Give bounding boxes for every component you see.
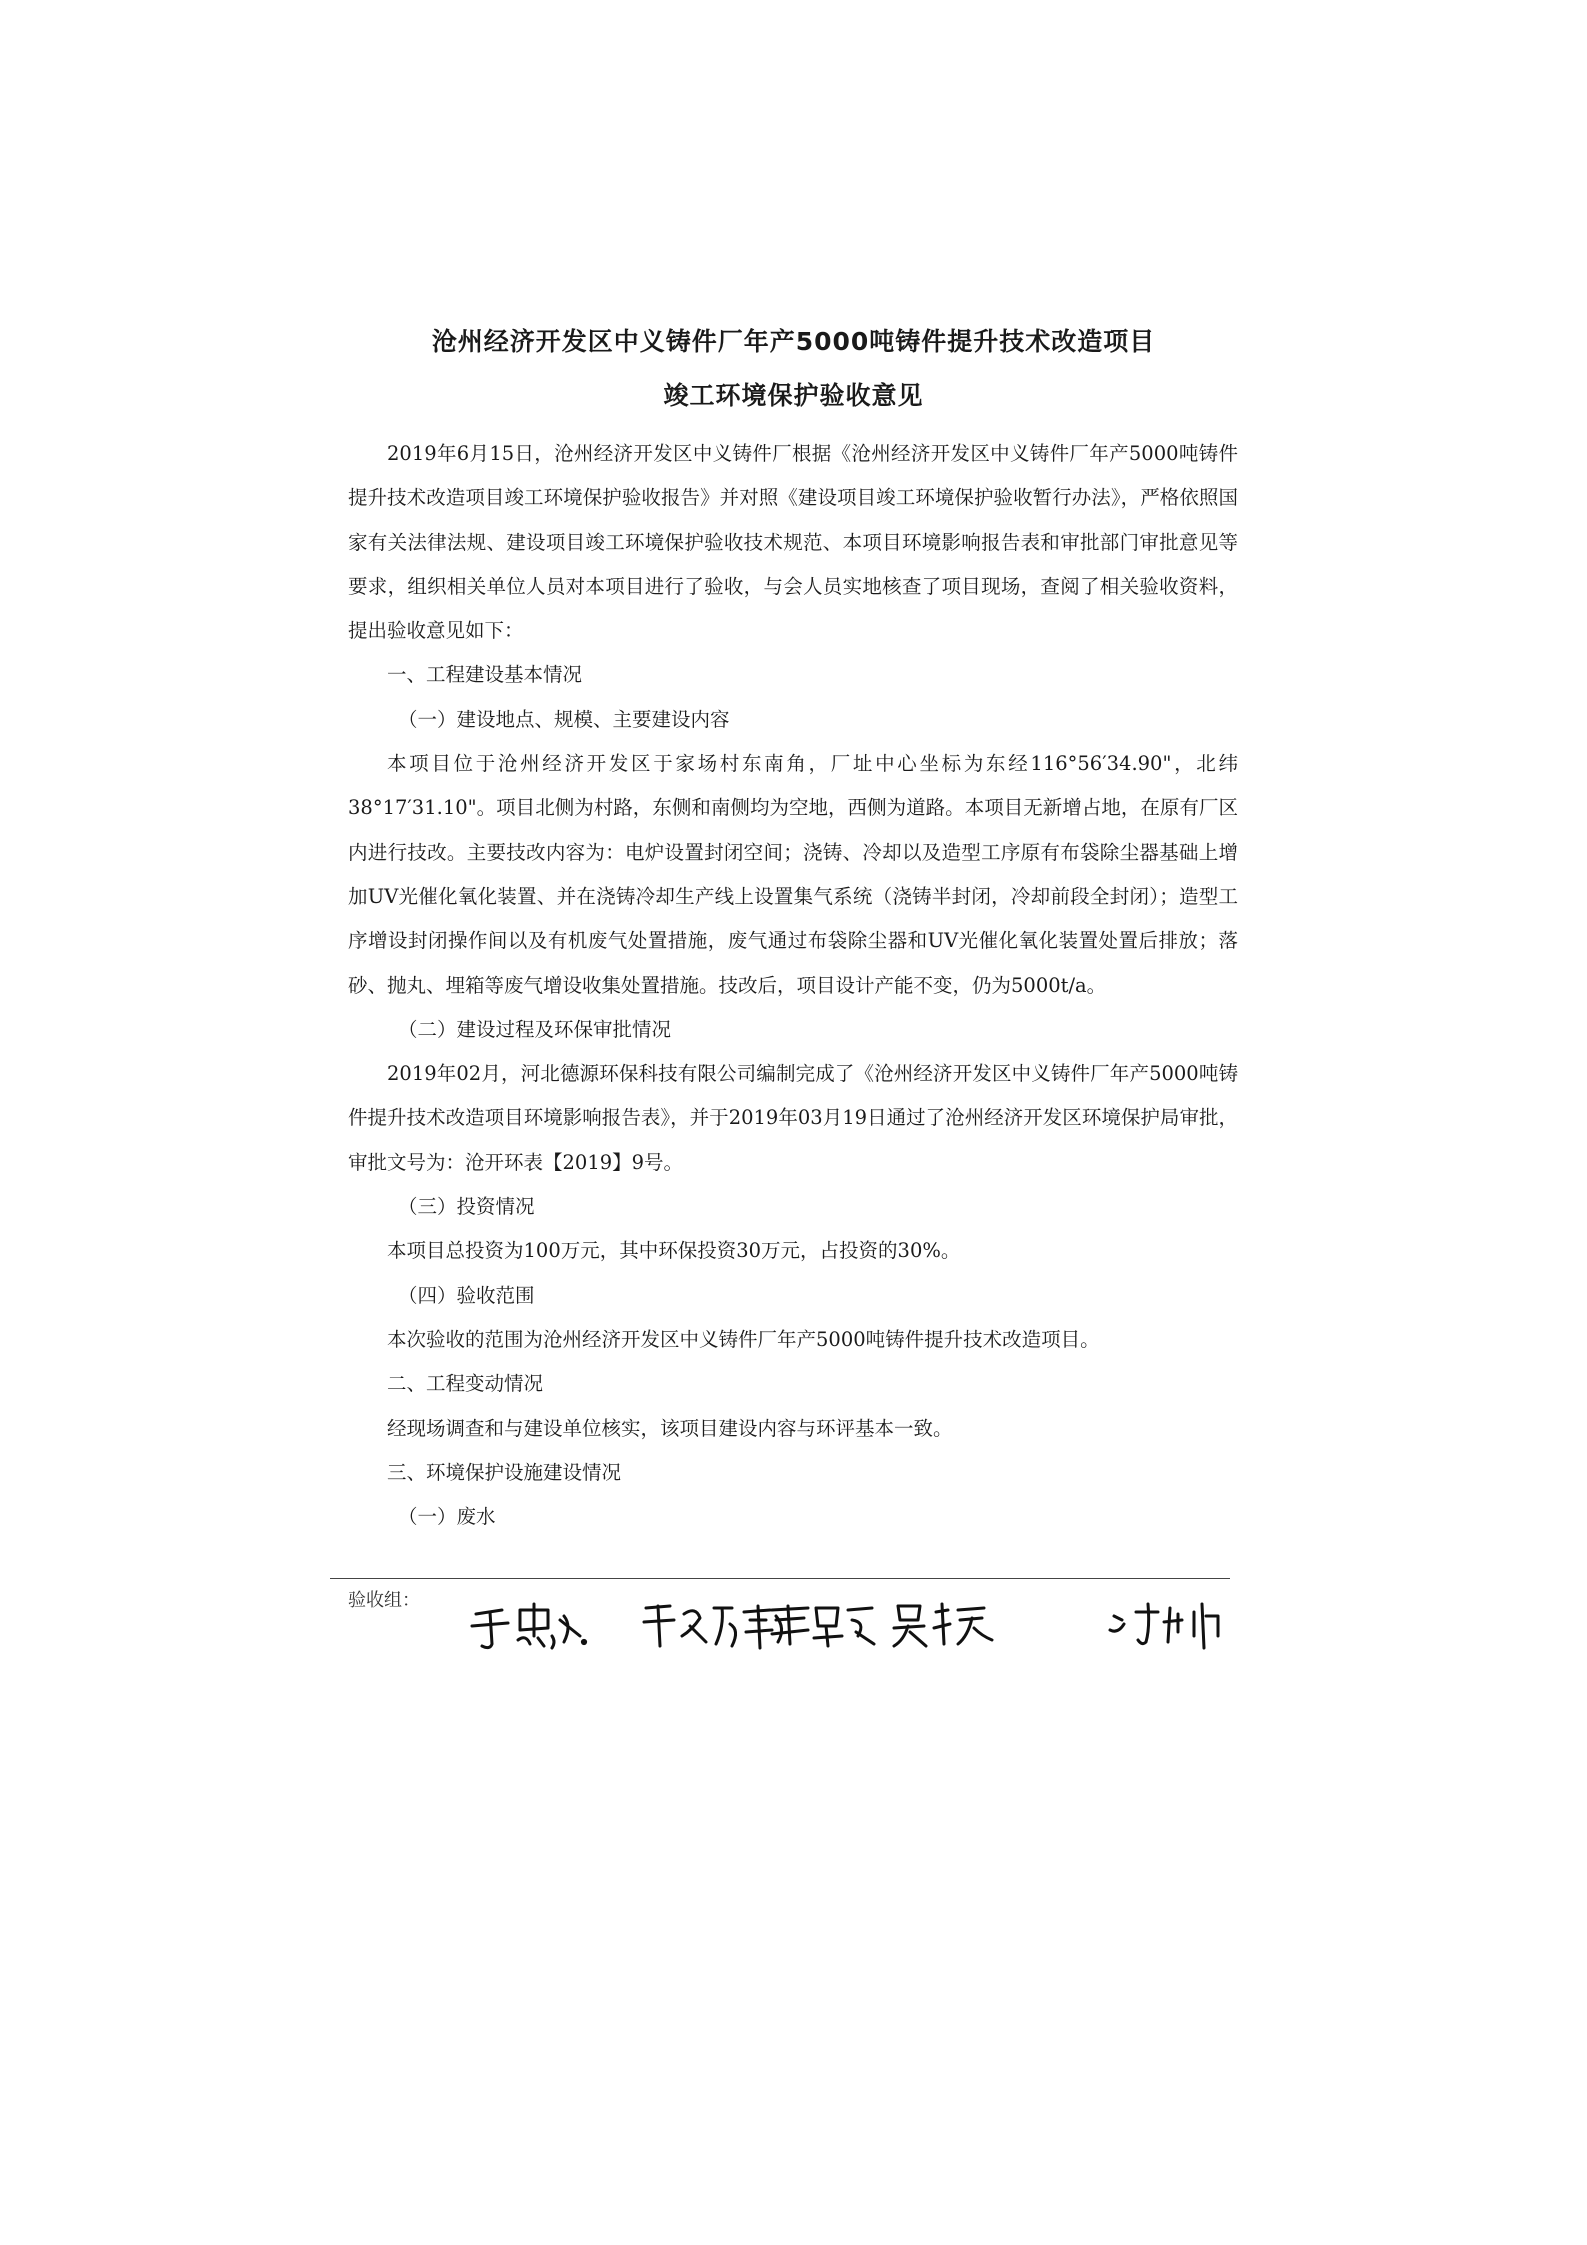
subsection-heading-3-1: （一）废水 [398, 1505, 496, 1529]
signature-divider [330, 1578, 1230, 1579]
subsection-heading-1-3: （三）投资情况 [398, 1195, 535, 1219]
section-heading-1: 一、工程建设基本情况 [387, 663, 583, 687]
signature-3 [768, 1596, 878, 1656]
signature-4 [888, 1596, 998, 1656]
intro-paragraph: 2019年6月15日，沧州经济开发区中义铸件厂根据《沧州经济开发区中义铸件厂年产5000吨铸件提升技术改造项目竣工环境保护验收报告》并对照《建设项目竣工环境保护验收暂行办法》，严格依照国家有关法律法规、建设项目竣工环境保护验收技术规范、本项目环境影响报告表和审批部门审批意见等要求，组织相关单位人员对本项目进行了验收，与会人员实地核查了项目现场，查阅了相关验收资料，提出验收意见如下： [348, 442, 1238, 643]
changes-paragraph: 经现场调查和与建设单位核实，该项目建设内容与环评基本一致。 [387, 1416, 953, 1440]
section-heading-3: 三、环境保护设施建设情况 [387, 1460, 622, 1484]
subsection-heading-1-2: （二）建设过程及环保审批情况 [398, 1017, 672, 1041]
subsection-heading-1-1: （一）建设地点、规模、主要建设内容 [398, 707, 730, 731]
location-paragraph: 本项目位于沧州经济开发区于家场村东南角，厂址中心坐标为东经116°56′34.90"，北纬38°17′31.10"。项目北侧为村路，东侧和南侧均为空地，西侧为道路。本项目无新增占地，在原有厂区内进行技改。主要技改内容为：电炉设置封闭空间；浇铸、冷却以及造型工序原有布袋除尘器基础上增加UV光催化氧化装置、并在浇铸冷却生产线上设置集气系统（浇铸半封闭，冷却前段全封闭）；造型工序增设封闭操作间以及有机废气处置措施，废气通过布袋除尘器和UV光催化氧化装置处置后排放；落砂、抛丸、埋箱等废气增设收集处置措施。技改后，项目设计产能不变，仍为5000t/a。 [348, 752, 1238, 997]
investment-paragraph: 本项目总投资为100万元，其中环保投资30万元，占投资的30%。 [387, 1239, 961, 1263]
signature-5 [1106, 1596, 1226, 1656]
signature-1 [468, 1596, 588, 1656]
section-heading-2: 二、工程变动情况 [387, 1372, 544, 1396]
subsection-heading-1-4: （四）验收范围 [398, 1283, 535, 1307]
approval-paragraph: 2019年02月，河北德源环保科技有限公司编制完成了《沧州经济开发区中义铸件厂年产5000吨铸件提升技术改造项目环境影响报告表》，并于2019年03月19日通过了沧州经济开发区环境保护局审批，审批文号为：沧开环表【2019】9号。 [348, 1062, 1238, 1174]
document-title-line1: 沧州经济开发区中义铸件厂年产5000吨铸件提升技术改造项目 [431, 327, 1156, 356]
document-title-line2: 竣工环境保护验收意见 [663, 381, 924, 410]
scope-paragraph: 本次验收的范围为沧州经济开发区中义铸件厂年产5000吨铸件提升技术改造项目。 [387, 1327, 1100, 1351]
signature-label: 验收组： [348, 1590, 420, 1611]
document-body [348, 432, 1238, 1539]
